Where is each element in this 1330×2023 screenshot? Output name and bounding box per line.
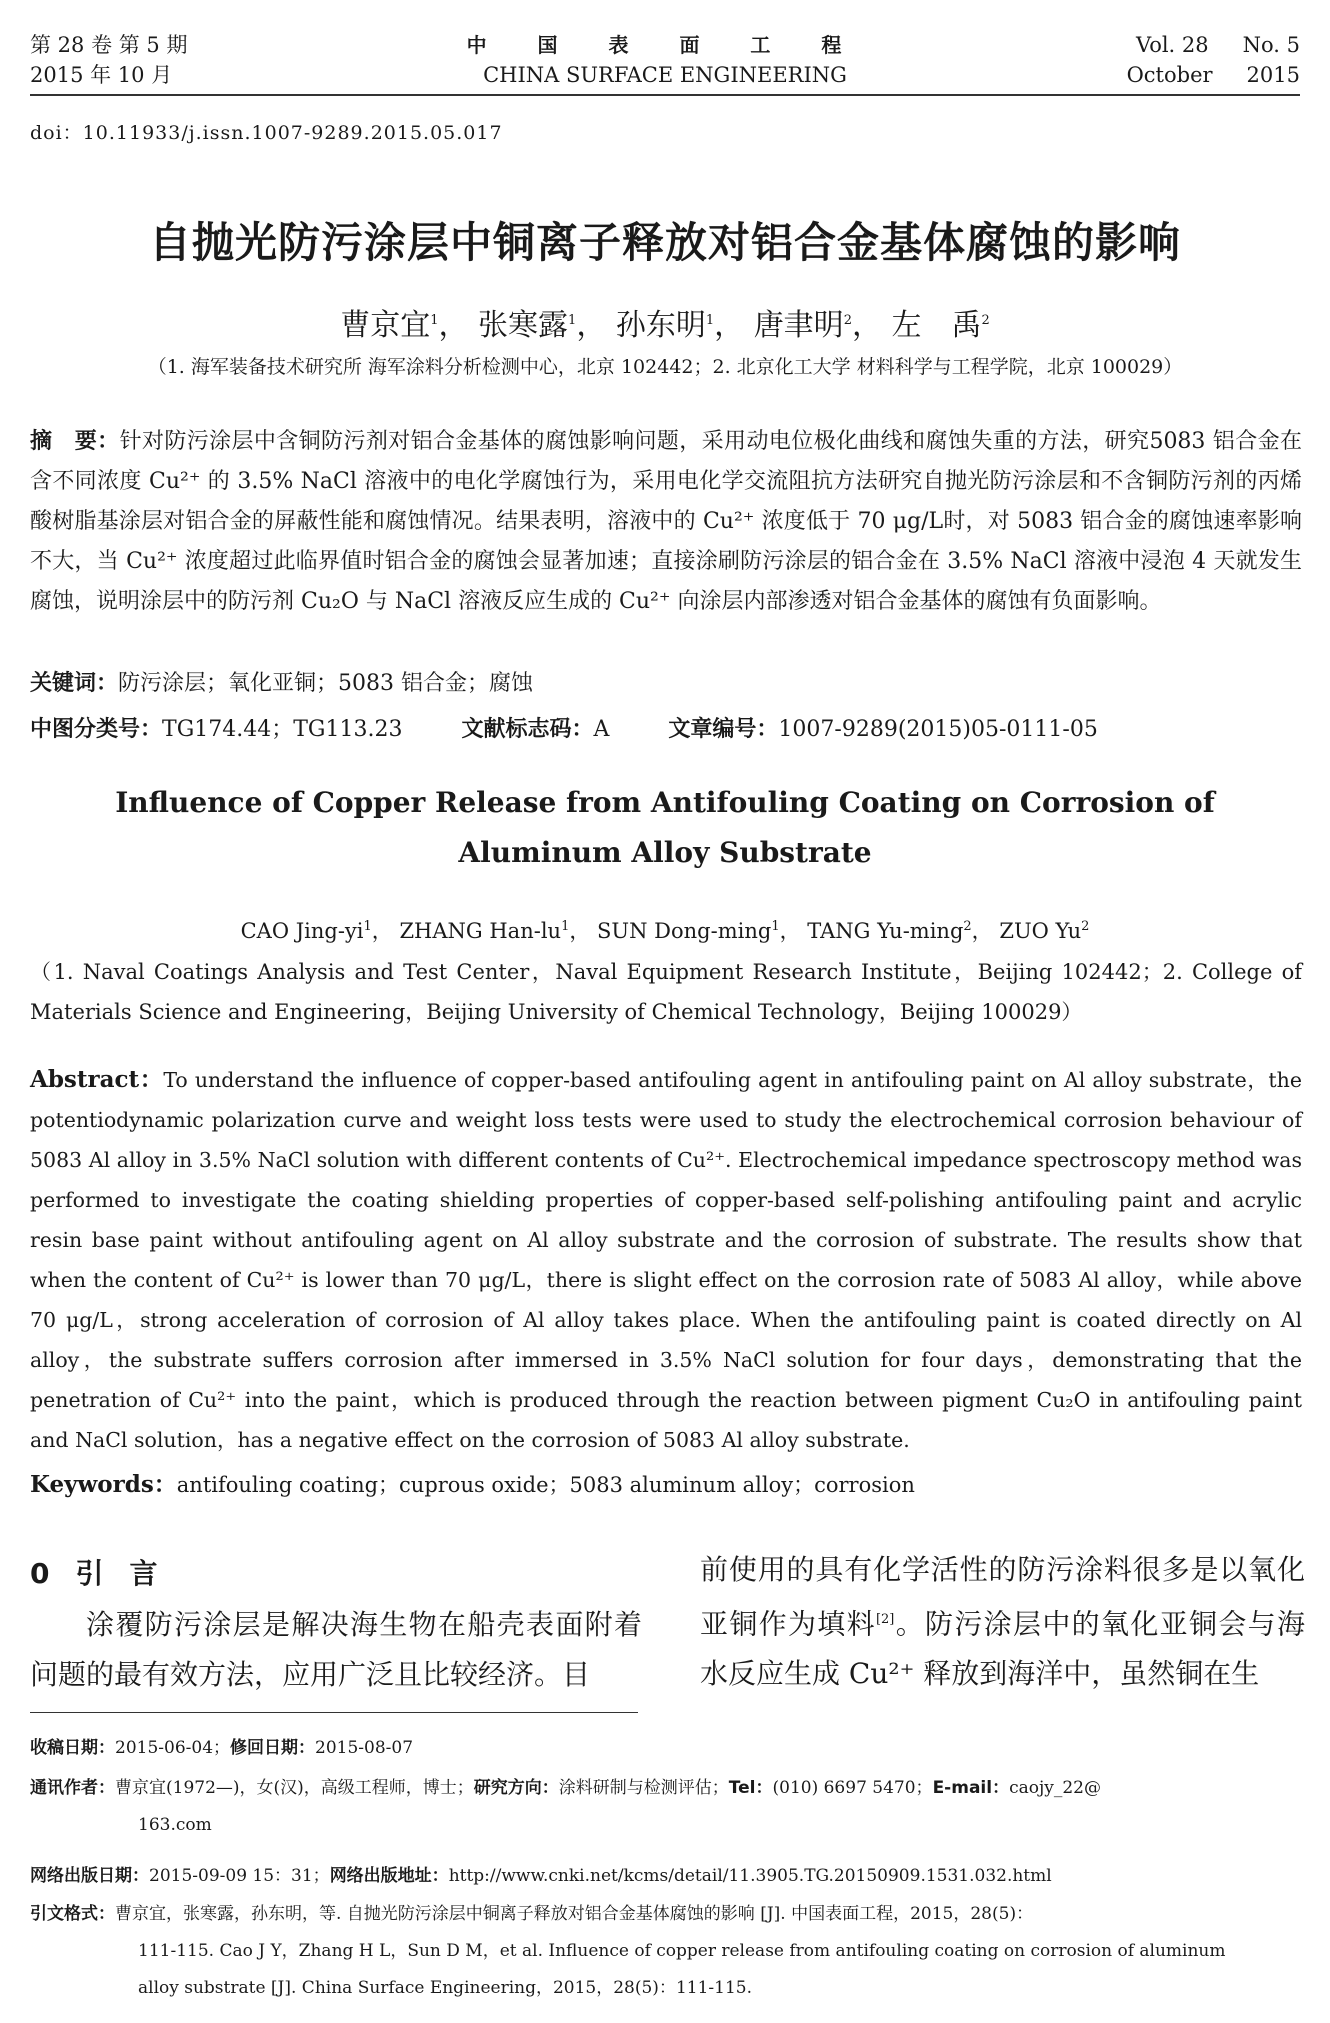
footnote-citation — [30, 1896, 1315, 2007]
received-label: 收稿日期： — [30, 1738, 115, 1758]
clc-value: TG174.44；TG113.23 — [162, 717, 403, 742]
header-volume-cn — [30, 30, 187, 90]
pub-url[interactable]: http://www.cnki.net/kcms/detail/11.3905.TG.20150909.1531.032.html — [448, 1866, 1052, 1886]
title-en — [0, 778, 1330, 878]
header-vol-en: Vol. 28 — [1135, 33, 1209, 57]
doc-code-label: 文献标志码： — [461, 717, 594, 742]
abstract-cn — [30, 422, 1302, 622]
corr-author: 曹京宜(1972—)，女(汉)，高级工程师，博士； — [115, 1778, 474, 1798]
header-vol-cn: 第 28 卷 第 5 期 — [30, 33, 188, 57]
cite-label: 引文格式： — [30, 1904, 115, 1924]
abstract-cn-label: 摘 要： — [30, 429, 120, 454]
title-cn: 自抛光防污涂层中铜离子释放对铝合金基体腐蚀的影响 — [148, 218, 1181, 267]
affiliation-cn: （1. 海军装备技术研究所 海军涂料分析检测中心，北京 102442；2. 北京化工大学 材料科学与工程学院，北京 100029） — [147, 356, 1183, 378]
author-cn: 左 禹 — [891, 308, 982, 343]
pub-url-label: 网络出版地址： — [329, 1866, 449, 1886]
header-date-cn: 2015 年 10 月 — [30, 63, 173, 87]
intro-right-column — [700, 1545, 1305, 1699]
footnote-corresponding — [30, 1770, 1315, 1844]
doi: doi：10.11933/j.issn.1007-9289.2015.05.017 — [30, 122, 503, 144]
affiliation-en: （1. Naval Coatings Analysis and Test Center，Naval Equipment Research Institute，Beijing 102442；2. College of Materials Science and Engineering，Beijing University of Chemical Technology，Beijing 100029） — [30, 960, 1302, 1024]
journal-name-en: CHINA SURFACE ENGINEERING — [483, 63, 847, 87]
cite-line: 111-115. Cao J Y，Zhang H L，Sun D M，et al. Influence of copper release from antifouling coating on corrosion of aluminum — [138, 1941, 1226, 1961]
article-no-value: 1007-9289(2015)05-0111-05 — [778, 717, 1098, 742]
author-aff: 1 — [705, 313, 715, 328]
abstract-en-label: Abstract： — [30, 1066, 164, 1093]
header-month-en: October — [1126, 63, 1213, 87]
footnote-rule — [30, 1712, 638, 1713]
keywords-cn-label: 关键词： — [30, 671, 119, 696]
email-label: E-mail： — [932, 1778, 1010, 1798]
author-aff: 2 — [1081, 919, 1090, 934]
citation-ref[interactable]: [2] — [875, 1612, 895, 1627]
author-aff: 2 — [843, 313, 852, 328]
revised-label: 修回日期： — [230, 1738, 316, 1758]
footnote-online — [30, 1858, 1315, 1895]
author-cn: 孙东明 — [615, 308, 706, 343]
keywords-cn-text: 防污涂层；氧化亚铜；5083 铝合金；腐蚀 — [118, 671, 533, 696]
author-en: CAO Jing-yi — [240, 919, 364, 943]
author-en: TANG Yu-ming — [807, 919, 964, 943]
corr-label: 通讯作者： — [30, 1778, 115, 1798]
tel-label: Tel： — [728, 1778, 773, 1798]
intro-left-column — [30, 1600, 642, 1700]
author-aff: 1 — [561, 919, 570, 934]
author-aff: 2 — [963, 919, 972, 934]
pub-date: 2015-09-09 15：31； — [149, 1866, 330, 1886]
header-journal — [440, 30, 890, 90]
received-date: 2015-06-04； — [115, 1738, 231, 1758]
header-year-en: 2015 — [1246, 63, 1300, 87]
author-en: SUN Dong-ming — [597, 919, 772, 943]
header-no-en: No. 5 — [1242, 33, 1300, 57]
tel-value: (010) 6697 5470； — [772, 1778, 933, 1798]
intro-paragraph: 涂覆防污涂层是解决海生物在船壳表面附着问题的最有效方法，应用广泛且比较经济。目 — [30, 1608, 642, 1691]
header-rule — [30, 94, 1300, 96]
title-en-line: Aluminum Alloy Substrate — [458, 836, 872, 869]
intro-text-a: 前使用的具有化学活性的防污涂料很多是以氧化亚铜作为填料 — [700, 1553, 1305, 1641]
author-en: ZHANG Han-lu — [399, 919, 562, 943]
author-en: ZUO Yu — [999, 919, 1082, 943]
section-number: 0 — [30, 1557, 50, 1590]
keywords-en — [30, 1466, 915, 1499]
clc-label: 中图分类号： — [30, 717, 163, 742]
classification-line — [30, 712, 1302, 743]
abstract-en — [30, 1060, 1302, 1460]
keywords-en-text: antifouling coating；cuprous oxide；5083 aluminum alloy；corrosion — [176, 1473, 915, 1497]
title-en-line: Influence of Copper Release from Antifouling Coating on Corrosion of — [115, 786, 1215, 819]
footnote-dates — [30, 1730, 1315, 1767]
abstract-en-text: To understand the influence of copper-based antifouling agent in antifouling paint on Al alloy substrate，the potentiodynamic polarization curve and weight loss tests were used to study the electrochemical corrosion behaviour of 5083 Al alloy in 3.5% NaCl solution with different contents of Cu²⁺. Electrochemical impedance spectroscopy method was performed to investigate the coating shielding properties of copper-based self-polishing antifouling paint and acrylic resin base paint without antifouling agent on Al alloy substrate and the corrosion of substrate. The results show that when the content of Cu²⁺ is lower than 70 μg/L，there is slight effect on the corrosion rate of 5083 Al alloy，while above 70 μg/L，strong acceleration of corrosion of Al alloy takes place. When the antifouling paint is coated directly on Al alloy，the substrate suffers corrosion after immersed in 3.5% NaCl solution for four days，demonstrating that the penetration of Cu²⁺ into the paint，which is produced through the reaction between pigment Cu₂O in antifouling paint and NaCl solution，has a negative effect on the corrosion of 5083 Al alloy substrate. — [30, 1068, 1302, 1452]
article-no-label: 文章编号： — [668, 717, 779, 742]
section-heading — [30, 1552, 184, 1592]
email-value-cont[interactable]: 163.com — [138, 1815, 212, 1835]
cite-line: 曹京宜，张寒露，孙东明，等. 自抛光防污涂层中铜离子释放对铝合金基体腐蚀的影响 [J]. 中国表面工程，2015，28(5)： — [115, 1904, 1034, 1924]
section-title: 引言 — [75, 1557, 184, 1590]
email-value[interactable]: caojy_22@ — [1009, 1778, 1101, 1798]
author-cn: 曹京宜 — [340, 308, 431, 343]
authors-en: CAO Jing-$yi^1$， ZHANG Han-$lu^1$， SUN Dong-ming$^1$， TANG Yu-ming$^2$， ZUO Yu$^2$ — [240, 919, 1090, 943]
authors-cn: 曹京宜$^1$， 张寒露$^1$， 孙东明$^1$， 唐聿明$^2$， 左 禹$^2$ — [340, 308, 990, 343]
keywords-cn — [30, 666, 533, 697]
author-aff: 1 — [430, 313, 439, 328]
author-cn: 张寒露 — [478, 308, 569, 343]
pub-date-label: 网络出版日期： — [30, 1866, 149, 1886]
intro-text-b: 。防污涂层中的氧化亚铜会与海水反应生成 Cu²⁺ 释放到海洋中，虽然铜在生 — [700, 1607, 1305, 1691]
abstract-cn-text: 针对防污涂层中含铜防污剂对铝合金基体的腐蚀影响问题，采用动电位极化曲线和腐蚀失重的方法，研究5083 铝合金在含不同浓度 Cu²⁺ 的 3.5% NaCl 溶液中的电化学腐蚀行为，采用电化学交流阻抗方法研究自抛光防污涂层和不含铜防污剂的丙烯酸树脂基涂层对铝合金的屏蔽性能和腐蚀情况。结果表明，溶液中的 Cu²⁺ 浓度低于 70 μg/L时，对 5083 铝合金的腐蚀速率影响不大，当 Cu²⁺ 浓度超过此临界值时铝合金的腐蚀会显著加速；直接涂刷防污涂层的铝合金在 3.5% NaCl 溶液中浸泡 4 天就发生腐蚀，说明涂层中的防污剂 Cu₂O 与 NaCl 溶液反应生成的 Cu²⁺ 向涂层内部渗透对铝合金基体的腐蚀有负面影响。 — [30, 429, 1302, 614]
research-label: 研究方向： — [473, 1778, 559, 1798]
doc-code-value: A — [593, 717, 610, 742]
author-aff: 1 — [363, 919, 372, 934]
journal-name-cn: 中 国 表 面 工 程 — [466, 33, 864, 57]
author-aff: 1 — [568, 313, 577, 328]
keywords-en-label: Keywords： — [30, 1471, 177, 1498]
author-aff: 1 — [771, 919, 780, 934]
research-direction: 涂料研制与检测评估； — [558, 1778, 729, 1798]
revised-date: 2015-08-07 — [315, 1738, 414, 1758]
author-cn: 唐聿明 — [753, 308, 844, 343]
cite-line: alloy substrate [J]. China Surface Engineering，2015，28(5)：111-115. — [138, 1978, 752, 1998]
author-aff: 2 — [981, 313, 990, 328]
header-volume-en — [1093, 30, 1300, 90]
